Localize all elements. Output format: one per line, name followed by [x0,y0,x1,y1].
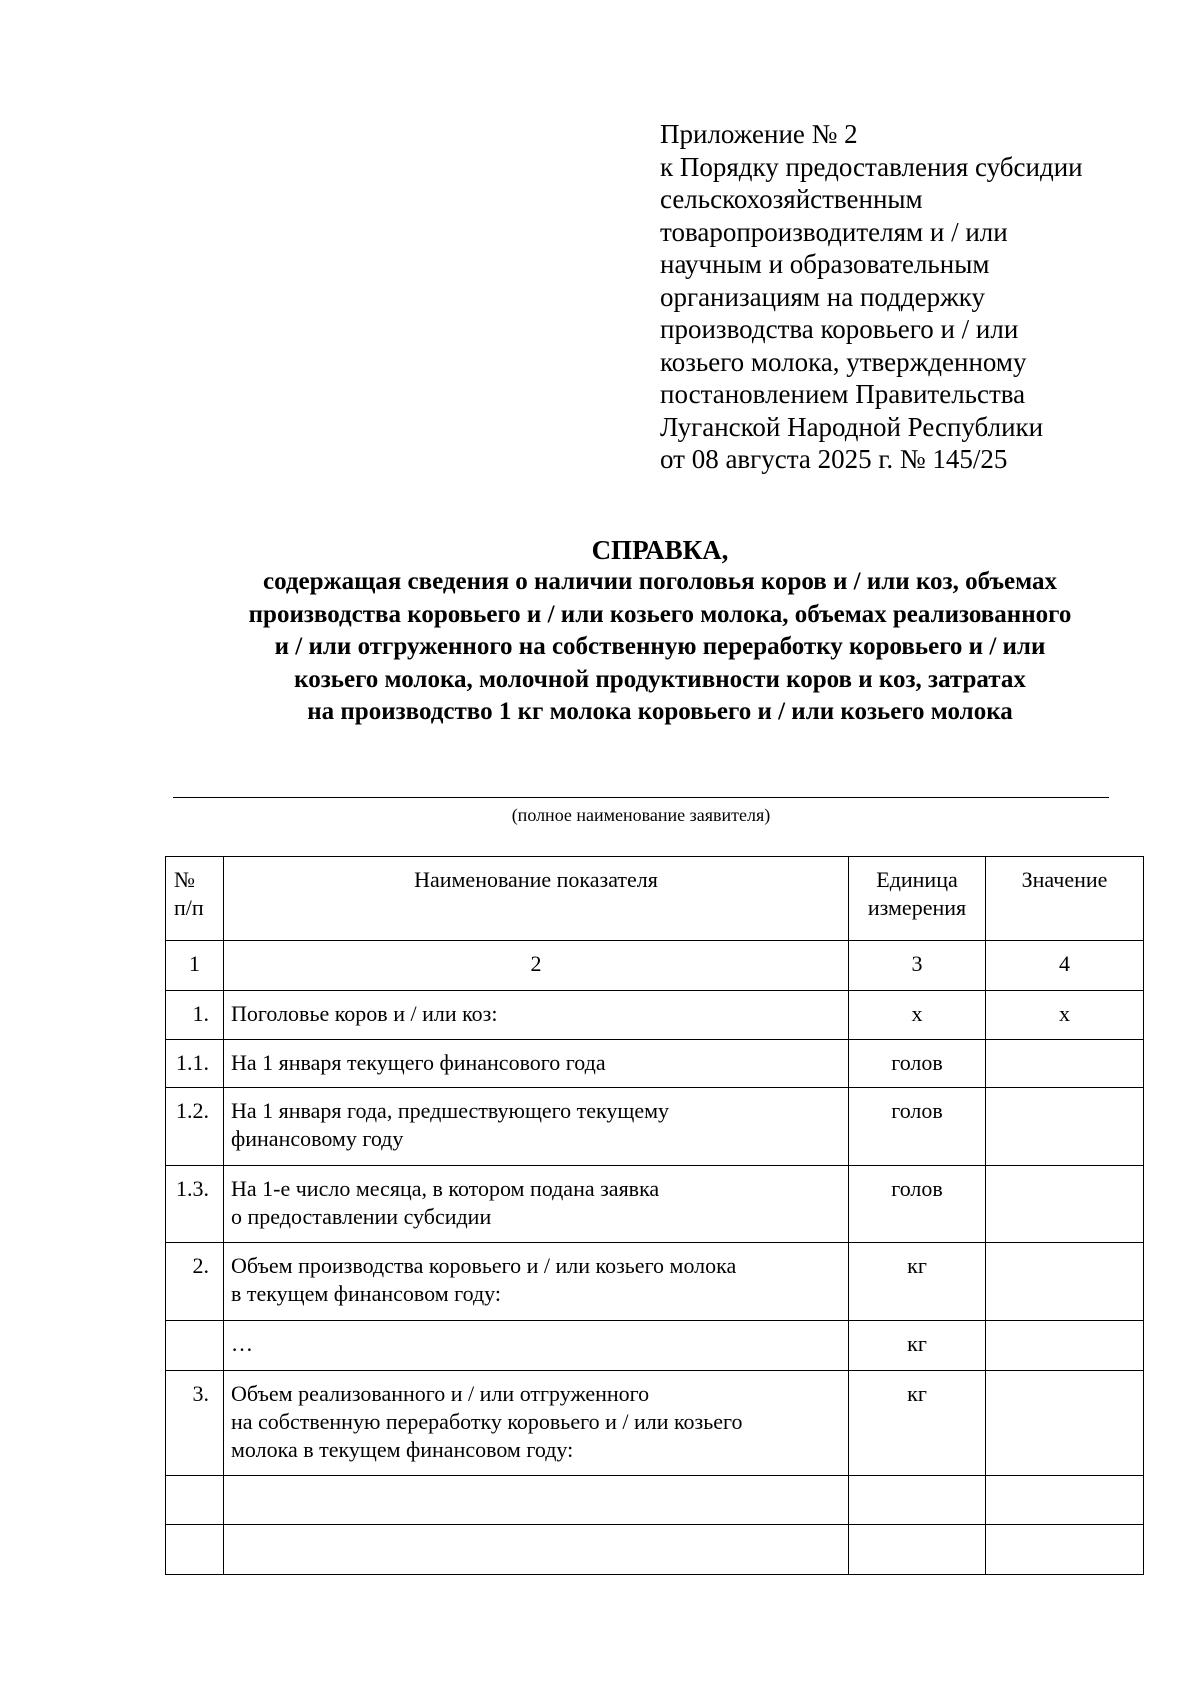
row-name-line: молока в текущем финансовом году: [231,1437,574,1462]
header-value: Значение [986,857,1144,941]
row-value[interactable] [986,1476,1144,1525]
row-value[interactable] [986,1321,1144,1371]
table-row [166,991,1144,1040]
subtitle-line: на производство 1 кг молока коровьего и / или козьего молока [307,698,1013,725]
table-row-empty [166,1525,1144,1575]
appendix-line: организациям на поддержку [660,281,985,312]
row-num: 1. [166,991,224,1040]
appendix-line: козьего молока, утвержденному [660,346,1027,377]
appendix-line: Приложение № 2 [660,119,858,149]
row-name [224,1321,849,1371]
row-name-line: На 1 января года, предшествующего текущему [231,1098,670,1123]
row-name [224,1243,849,1321]
row-value[interactable] [986,1040,1144,1088]
header-num [166,857,224,941]
row-name-line: На 1-е число месяца, в котором подана заявка [231,1176,660,1201]
applicant-name-line [173,797,1109,798]
row-unit: голов [849,1088,986,1166]
row-name-line: … [231,1331,253,1356]
column-number-row [166,941,1144,991]
header-num-line1: № [174,867,195,892]
appendix-line: Луганской Народной Республики [660,411,1044,442]
row-num[interactable] [166,1476,224,1525]
row-name[interactable] [224,1525,849,1575]
row-name-line: о предоставлении субсидии [231,1204,492,1229]
appendix-line: от 08 августа 2025 г. № 145/25 [660,444,1008,474]
subtitle-line: производства коровьего и / или козьего молока, объемах реализованного [248,600,1072,628]
row-num: 3. [166,1371,224,1476]
indicators-table [165,856,1144,1575]
table-row [166,1088,1144,1166]
subtitle-line: козьего молока, молочной продуктивности коров и коз, затратах [294,665,1026,693]
applicant-name-caption: (полное наименование заявителя) [511,805,771,825]
row-name[interactable] [224,1476,849,1525]
column-number: 3 [849,941,986,991]
row-unit: кг [849,1321,986,1371]
table-row-empty [166,1476,1144,1525]
row-unit: голов [849,1166,986,1243]
row-num: 1.3. [166,1166,224,1243]
row-name-line: в текущем финансовом году: [231,1281,501,1306]
row-name-line: финансовому году [231,1126,404,1151]
header-name: Наименование показателя [224,857,849,941]
row-value[interactable] [986,1371,1144,1476]
row-name [224,991,849,1040]
row-unit: кг [849,1371,986,1476]
row-num [166,1321,224,1371]
table-row [166,1371,1144,1476]
table-row [166,1040,1144,1088]
row-name [224,1088,849,1166]
row-name-line: Объем реализованного и / или отгруженного [231,1381,650,1406]
row-unit: голов [849,1040,986,1088]
table-row [166,1321,1144,1371]
appendix-line: производства коровьего и / или [660,314,1019,344]
row-value[interactable]: х [986,991,1144,1040]
row-value[interactable] [986,1088,1144,1166]
document-title-block [100,534,1200,729]
header-unit-line1: Единица [876,867,958,892]
row-name-line: Поголовье коров и / или коз: [231,1001,498,1026]
document-subtitle [100,566,1200,729]
row-name [224,1371,849,1476]
row-num: 2. [166,1243,224,1321]
table-row [166,1166,1144,1243]
table-header-row [166,857,1144,941]
header-num-line2: п/п [174,895,204,920]
column-number: 4 [986,941,1144,991]
row-value[interactable] [986,1166,1144,1243]
header-unit [849,857,986,941]
row-num: 1.2. [166,1088,224,1166]
appendix-block [660,118,1160,476]
row-unit: х [849,991,986,1040]
column-number: 2 [224,941,849,991]
row-name [224,1040,849,1088]
appendix-line: постановлением Правительства [660,379,1026,409]
appendix-line: сельскохозяйственным [660,184,923,214]
row-unit[interactable] [849,1525,986,1575]
row-name-line: На 1 января текущего финансового года [231,1050,606,1075]
subtitle-line: и / или отгруженного на собственную переработку коровьего и / или [274,633,1046,660]
row-name-line: Объем производства коровьего и / или козьего молока [231,1253,737,1278]
appendix-line: научным и образовательным [660,249,990,279]
row-name-line: на собственную переработку коровьего и / или козьего [231,1409,743,1434]
row-num[interactable] [166,1525,224,1575]
row-unit[interactable] [849,1476,986,1525]
appendix-line: к Порядку предоставления субсидии [660,151,1083,182]
row-name [224,1166,849,1243]
subtitle-line: содержащая сведения о наличии поголовья коров и / или коз, объемах [263,568,1057,595]
header-unit-line2: измерения [867,895,967,920]
row-num: 1.1. [166,1040,224,1088]
row-value[interactable] [986,1525,1144,1575]
appendix-line: товаропроизводителям и / или [660,216,1008,247]
row-value[interactable] [986,1243,1144,1321]
document-title: СПРАВКА, [591,535,729,565]
row-unit: кг [849,1243,986,1321]
column-number: 1 [166,941,224,991]
table-row [166,1243,1144,1321]
